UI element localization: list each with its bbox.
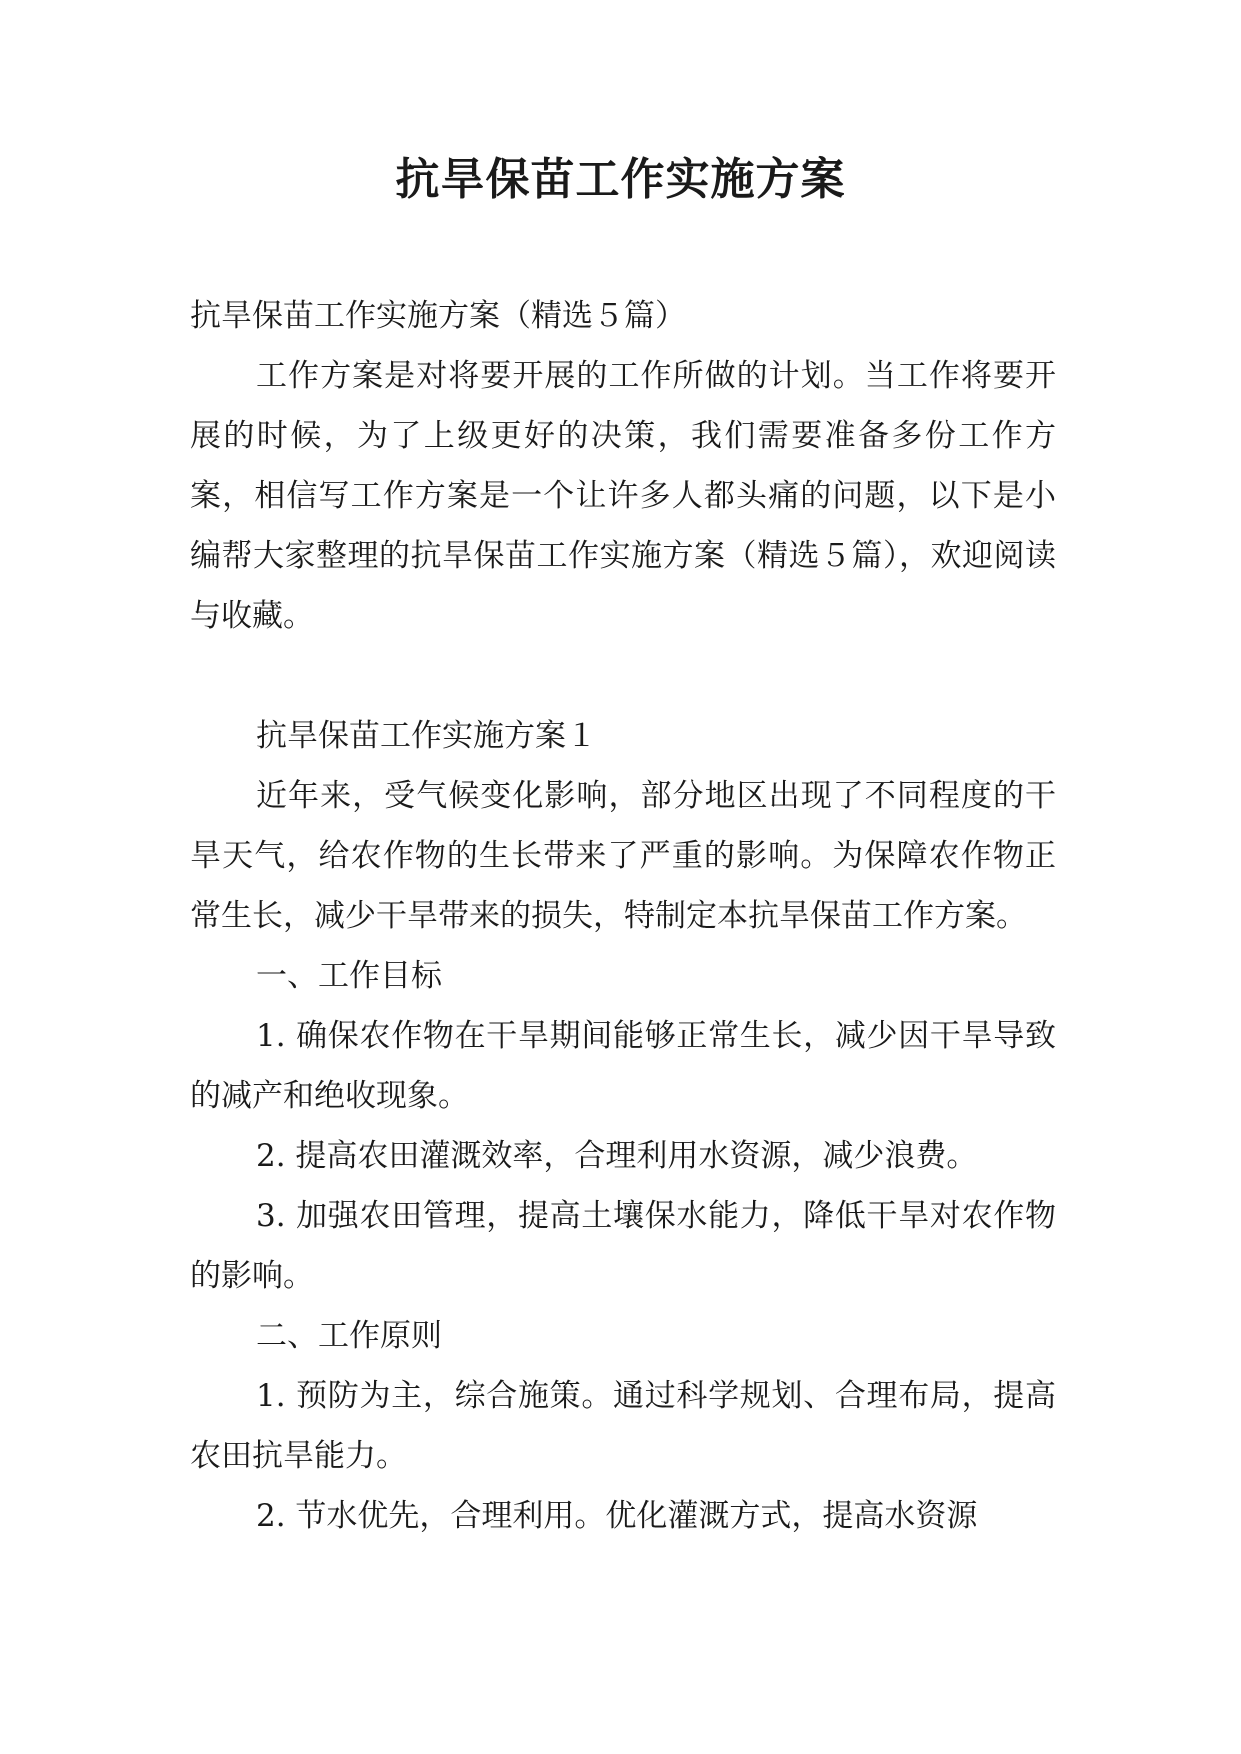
goal-item-2: 2. 提高农田灌溉效率，合理利用水资源，减少浪费。 (256, 1138, 978, 1174)
goal-item-3: 3. 加强农田管理，提高土壤保水能力，降低干旱对农作物的影响。 (190, 1198, 1056, 1294)
document-title: 抗旱保苗工作实施方案 (395, 154, 846, 205)
principle-item-2: 2. 节水优先，合理利用。优化灌溉方式，提高水资源 (256, 1498, 978, 1534)
paragraph-spacer (190, 646, 1056, 706)
intro-paragraph: 工作方案是对将要开展的工作所做的计划。当工作将要开展的时候，为了上级更好的决策，我们需要准备多份工作方案，相信写工作方案是一个让许多人都头痛的问题，以下是小编帮大家整理的抗旱保苗工作实施方案（精选５篇），欢迎阅读与收藏。 (190, 358, 1056, 634)
principle-item-1: 1. 预防为主，综合施策。通过科学规划、合理布局，提高农田抗旱能力。 (190, 1378, 1056, 1474)
section-intro-paragraph: 近年来，受气候变化影响，部分地区出现了不同程度的干旱天气，给农作物的生长带来了严重的影响。为保障农作物正常生长，减少干旱带来的损失，特制定本抗旱保苗工作方案。 (190, 778, 1056, 934)
principles-heading: 二、工作原则 (256, 1318, 442, 1354)
goal-item-1: 1. 确保农作物在干旱期间能够正常生长，减少因干旱导致的减产和绝收现象。 (190, 1018, 1056, 1114)
goals-heading: 一、工作目标 (256, 958, 442, 994)
document-body (190, 286, 1056, 1546)
section-heading: 抗旱保苗工作实施方案１ (256, 718, 597, 754)
document-subtitle: 抗旱保苗工作实施方案（精选５篇） (190, 298, 686, 334)
